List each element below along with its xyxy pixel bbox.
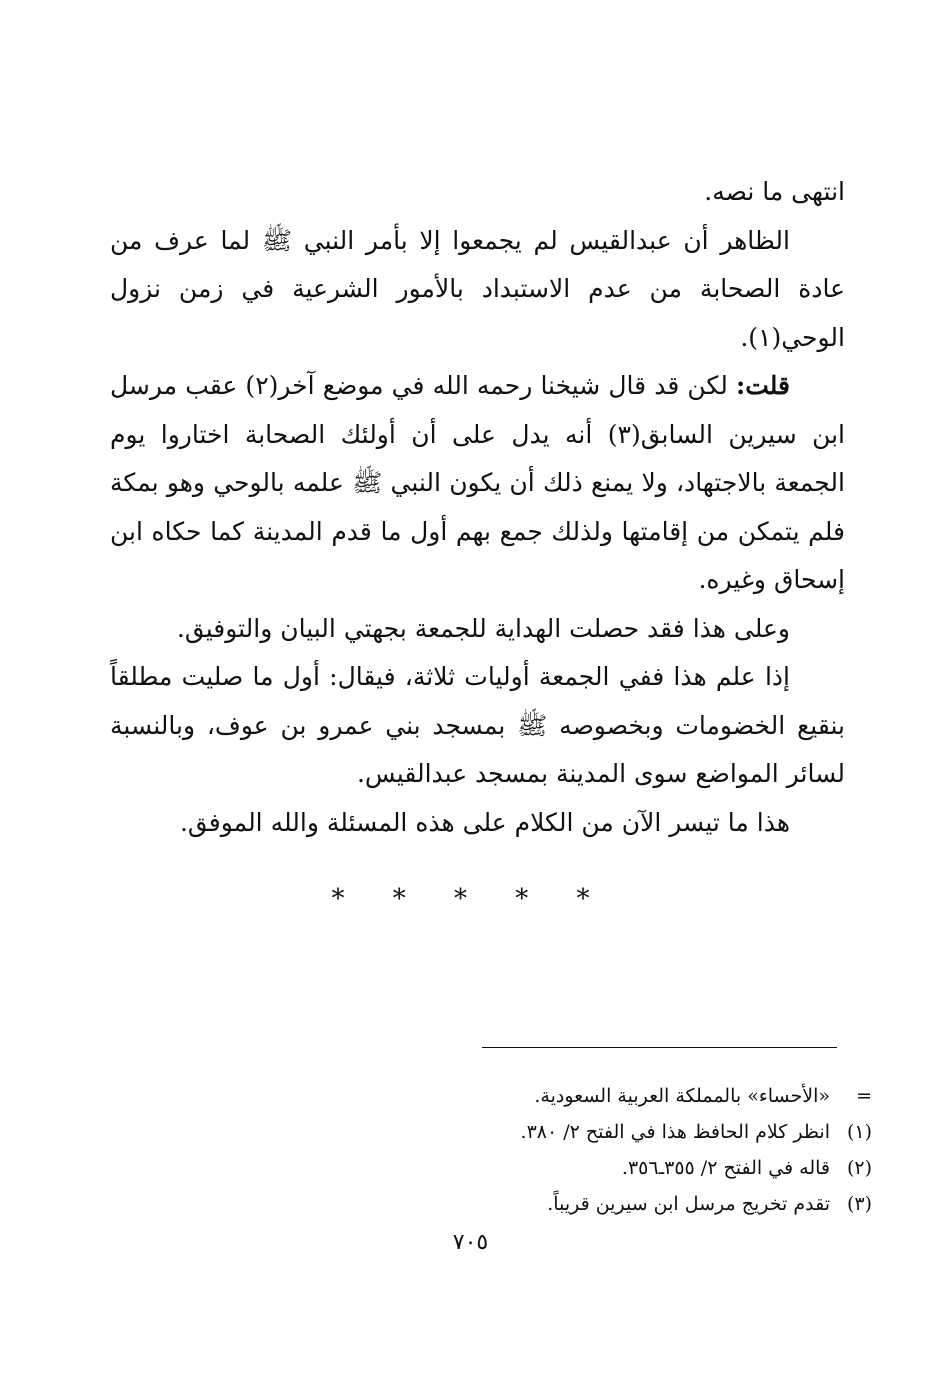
page-number: ٧٠٥ xyxy=(452,1230,489,1255)
footnotes xyxy=(380,1078,872,1222)
footnote-3 xyxy=(380,1186,872,1222)
footnote-1 xyxy=(380,1114,872,1150)
qultu-text: لكن قد قال شيخنا رحمه الله في موضع آخر(٢) عقب مرسل ابن سيرين السابق(٣) أنه يدل على أن أولئك الصحابة اختاروا يوم الجمعة بالاجتهاد، ولا يمنع ذلك أن يكون النبي ﷺ علمه بالوحي وهو بمكة فلم يتمكن من إقامتها ولذلك جمع بهم أول ما قدم المدينة كما حكاه ابن إسحاق وغيره. xyxy=(110,371,845,594)
paragraph-guidance: وعلى هذا فقد حصلت الهداية للجمعة بجهتي البيان والتوفيق. xyxy=(176,613,790,643)
paragraph-qultu xyxy=(110,362,845,605)
footnote-marker: (١) xyxy=(846,1121,872,1143)
footnote-text: «الأحساء» بالمملكة العربية السعودية. xyxy=(534,1085,830,1107)
footnote-text: تقدم تخريج مرسل ابن سيرين قريباً. xyxy=(547,1193,830,1215)
paragraph-conclusion: هذا ما تيسر الآن من الكلام على هذه المسئلة والله الموفق. xyxy=(179,807,790,837)
footnote-text: قاله في الفتح ٢/ ٣٥٥ـ٣٥٦. xyxy=(621,1157,830,1179)
section-separator: * * * * * xyxy=(331,884,610,914)
footnote-marker: (٣) xyxy=(846,1193,872,1215)
main-text xyxy=(110,168,845,847)
footnote-marker: (٢) xyxy=(846,1157,872,1179)
footnote-rule xyxy=(482,1047,837,1048)
paragraph-quote-end: انتهى ما نصه. xyxy=(704,177,845,206)
footnote-continuation xyxy=(380,1078,872,1114)
paragraph-firsts: إذا علم هذا ففي الجمعة أوليات ثلاثة، فيقال: أول ما صليت مطلقاً بنقيع الخضومات وبخصوصه ﷺ بمسجد بني عمرو بن عوف، وبالنسبة لسائر المواضع سوى المدينة بمسجد عبدالقيس. xyxy=(110,662,845,788)
footnote-2 xyxy=(380,1150,872,1186)
qultu-lead: قلت: xyxy=(735,371,790,400)
footnote-marker: = xyxy=(856,1085,872,1107)
paragraph-abdulqays: الظاهر أن عبدالقيس لم يجمعوا إلا بأمر النبي ﷺ لما عرف من عادة الصحابة من عدم الاستبداد بالأمور الشرعية في زمن نزول الوحي(١). xyxy=(110,225,845,352)
footnote-text: انظر كلام الحافظ هذا في الفتح ٢/ ٣٨٠. xyxy=(520,1121,830,1143)
